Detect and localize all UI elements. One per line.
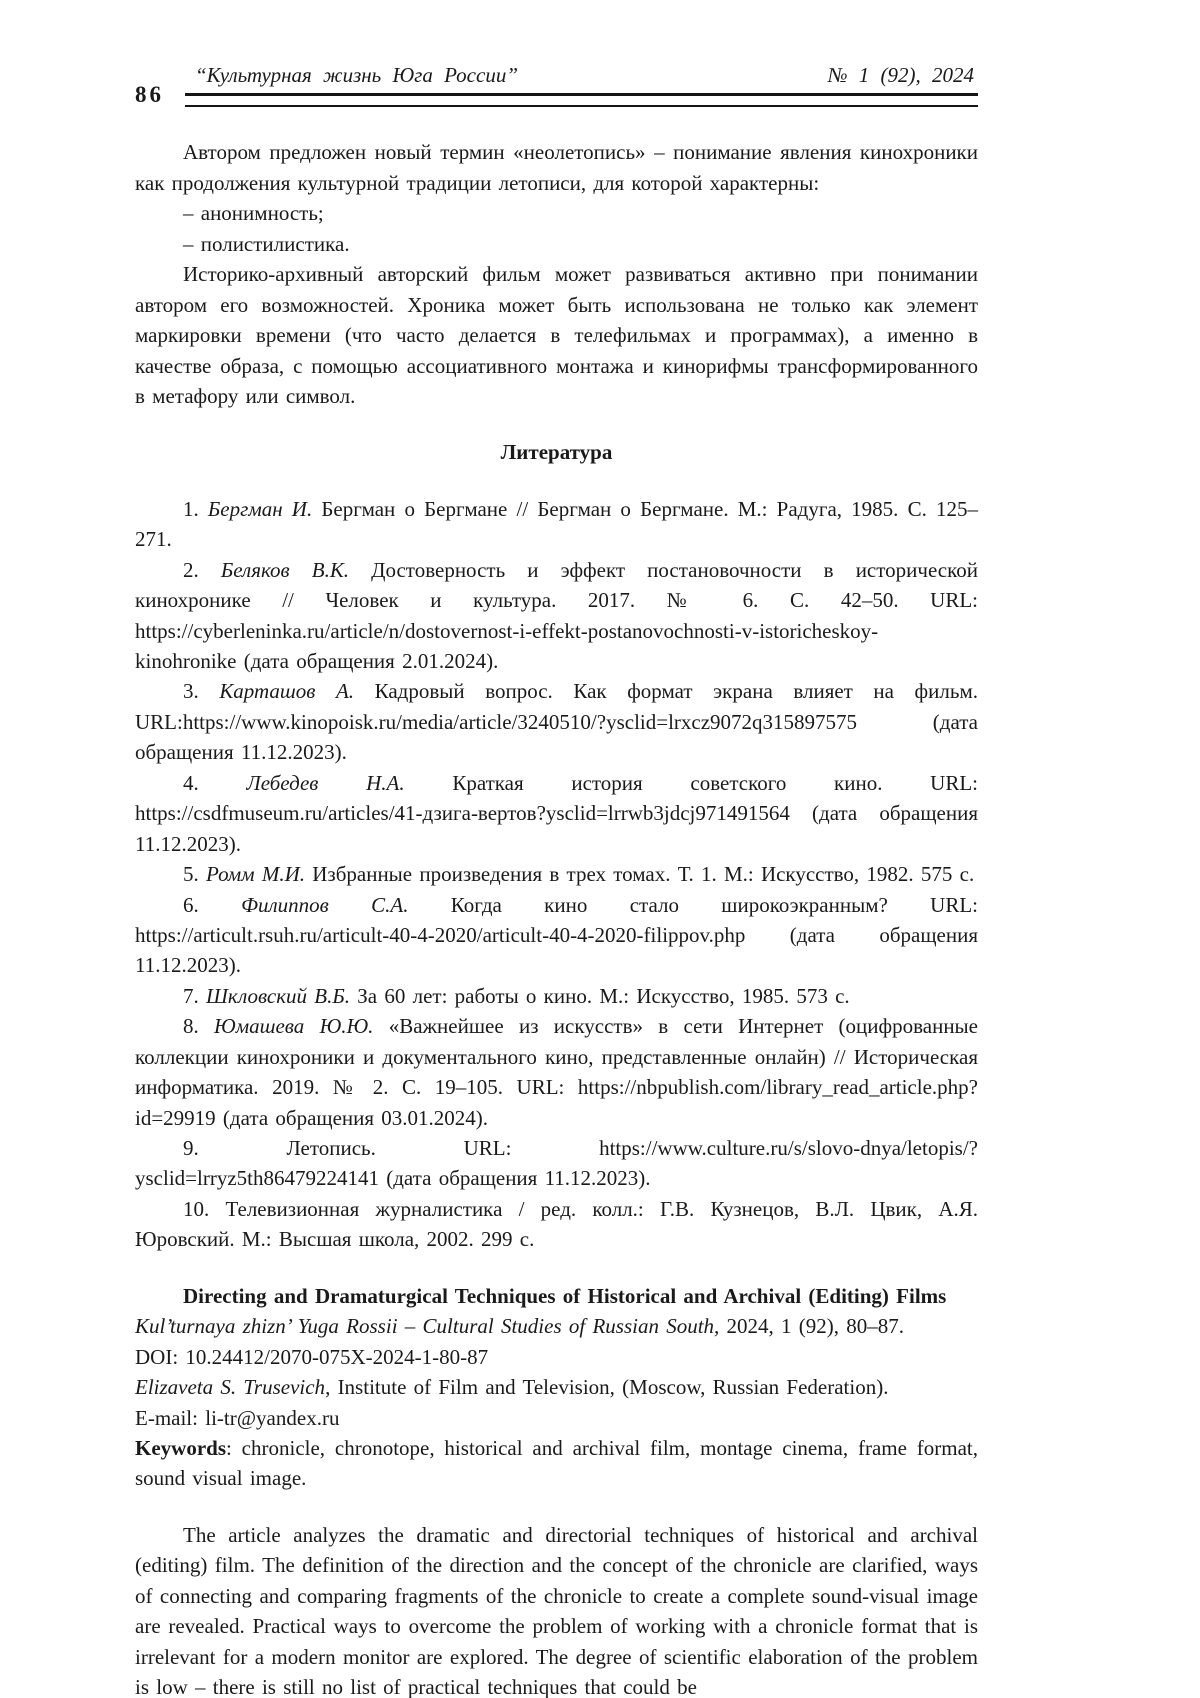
journal-title: “Культурная жизнь Юга России” — [195, 63, 518, 87]
reference-number: 4. — [183, 770, 199, 795]
reference-text: Краткая история советского кино. URL: https://csdfmuseum.ru/articles/41-дзига-вертов?ysclid=lrrwb3jdcj971491564 (дата обращения 11.12.2023). — [135, 770, 978, 856]
reference-number: 10. — [183, 1196, 210, 1221]
email-line: E-mail: li-tr@yandex.ru — [135, 1405, 340, 1430]
reference-author: Ромм М.И. — [206, 862, 305, 887]
paragraph-istoriko: Историко-архивный авторский фильм может развиваться активно при понимании автором его возможностей. Хроника может быть использована не только как элемент маркировки времени (что часто делается в телефильмах и программах), а именно в качестве образа, с помощью ассоциативного монтажа и кинорифмы трансформированного в метафору или символ. — [135, 262, 978, 408]
reference-item-8 — [135, 1011, 978, 1133]
reference-number: 3. — [183, 679, 199, 704]
paragraph-neoletopis: Автором предложен новый термин «неолетопись» – понимание явления кинохроники как продолжения культурной традиции летописи, для которой характерны: — [135, 140, 978, 195]
reference-author: Карташов А. — [219, 679, 355, 704]
reference-text: Кадровый вопрос. Как формат экрана влияет на фильм. URL:https://www.kinopoisk.ru/media/article/3240510/?ysclid=lrxcz9072q315897575 (дата обращения 11.12.2023). — [135, 679, 979, 765]
header-double-rule — [185, 93, 978, 107]
reference-text: За 60 лет: работы о кино. М.: Искусство, 1985. 573 с. — [350, 983, 850, 1008]
keywords-label: Keywords — [135, 1435, 226, 1460]
citation-line — [135, 1311, 978, 1341]
reference-item-4 — [135, 768, 978, 859]
reference-number: 5. — [183, 862, 199, 887]
reference-text: Телевизионная журналистика / ред. колл.: Г.В. Кузнецов, В.Л. Цвик, А.Я. Юровский. М.: Высшая школа, 2002. 299 с. — [135, 1196, 978, 1252]
article-body — [135, 137, 978, 1698]
reference-number: 2. — [183, 557, 199, 582]
reference-item-10 — [135, 1194, 978, 1255]
list-item-anonymity: – анонимность; — [183, 201, 324, 226]
reference-author: Бергман И. — [207, 496, 313, 521]
abstract-paragraph: The article analyzes the dramatic and directorial techniques of historical and archival (editing) film. The definition of the direction and the concept of the chronicle are clarified, ways of connecting and comparing fragments of the chronicle to create a complete sound-visual image are revealed. Practical ways to overcome the problem of working with a chronicle format that is irrelevant for a modern monitor are explored. The degree of scientific elaboration of the problem is low – there is still no list of practical techniques that could be — [135, 1522, 978, 1698]
reference-number: 9. — [183, 1136, 199, 1160]
reference-author: Филиппов С.А. — [241, 892, 409, 917]
reference-item-3 — [135, 676, 978, 767]
literature-heading: Литература — [500, 440, 613, 465]
reference-text: Бергман о Бергмане // Бергман о Бергмане. М.: Радуга, 1985. С. 125–271. — [135, 496, 979, 552]
running-head-main — [185, 60, 978, 107]
reference-item-2 — [135, 555, 978, 677]
reference-text: Летопись. URL: https://www.culture.ru/s/slovo-dnya/letopis/?ysclid=lrryz5th86479224141 (дата обращения 11.12.2023). — [135, 1136, 979, 1191]
reference-number: 8. — [183, 1014, 199, 1039]
keywords-line — [135, 1433, 978, 1494]
reference-item-9 — [135, 1133, 978, 1194]
citation-journal: Kul’turnaya zhizn’ Yuga Rossii – Cultural Studies of Russian South, — [135, 1314, 720, 1339]
reference-author: Лебедев Н.А. — [246, 770, 405, 795]
reference-text: «Важнейшее из искусств» в сети Интернет (оцифрованные коллекции кинохроники и документального кино, представленные онлайн) // Историческая информатика. 2019. № 2. С. 19–105. URL: https://nbpublish.com/library_read_article.php?id=29919 (дата обращения 03.01.2024). — [135, 1014, 978, 1130]
english-metadata-block — [135, 1281, 978, 1698]
reference-text: Избранные произведения в трех томах. Т. 1. М.: Искусство, 1982. 575 с. — [304, 862, 975, 887]
reference-author: Юмашева Ю.Ю. — [214, 1014, 374, 1039]
reference-item-6 — [135, 890, 978, 981]
reference-number: 1. — [183, 496, 199, 521]
issue-info: № 1 (92), 2024 — [827, 63, 974, 87]
reference-text: Достоверность и эффект постановочности в исторической кинохронике // Человек и культура. 2017. № 6. С. 42–50. URL: https://cyberleninka.ru/article/n/dostovernost-i-effekt-postanovochnosti-v-istoricheskoy-kinohronike (дата обращения 2.01.2024). — [135, 557, 978, 673]
author-affiliation: , Institute of Film and Television, (Moscow, Russian Federation). — [325, 1375, 889, 1400]
reference-author: Беляков В.К. — [220, 557, 350, 582]
keywords-list: : chronicle, chronotope, historical and archival film, montage cinema, frame format, sound visual image. — [135, 1435, 978, 1491]
citation-issue: 2024, 1 (92), 80–87. — [719, 1314, 905, 1339]
author-line — [135, 1372, 978, 1402]
reference-author: Шкловский В.Б. — [206, 983, 351, 1008]
page-header — [135, 60, 978, 107]
reference-text: Когда кино стало широкоэкранным? URL: https://articult.rsuh.ru/articult-40-4-2020/articult-40-4-2020-filippov.php (дата обращения 11.12.2023). — [135, 892, 979, 978]
references-list — [135, 494, 978, 1255]
doi-line: DOI: 10.24412/2070-075X-2024-1-80-87 — [135, 1344, 489, 1369]
reference-item-5 — [135, 859, 978, 889]
reference-number: 7. — [183, 983, 199, 1008]
list-item-polystylistics: – полистилистика. — [183, 231, 350, 256]
reference-number: 6. — [183, 892, 199, 917]
reference-item-7 — [135, 981, 978, 1011]
author-name: Elizaveta S. Trusevich — [135, 1375, 326, 1400]
page-number: 86 — [135, 82, 164, 108]
english-title: Directing and Dramaturgical Techniques of Historical and Archival (Editing) Films — [183, 1283, 947, 1308]
running-head-row — [185, 60, 978, 93]
reference-item-1 — [135, 494, 978, 555]
